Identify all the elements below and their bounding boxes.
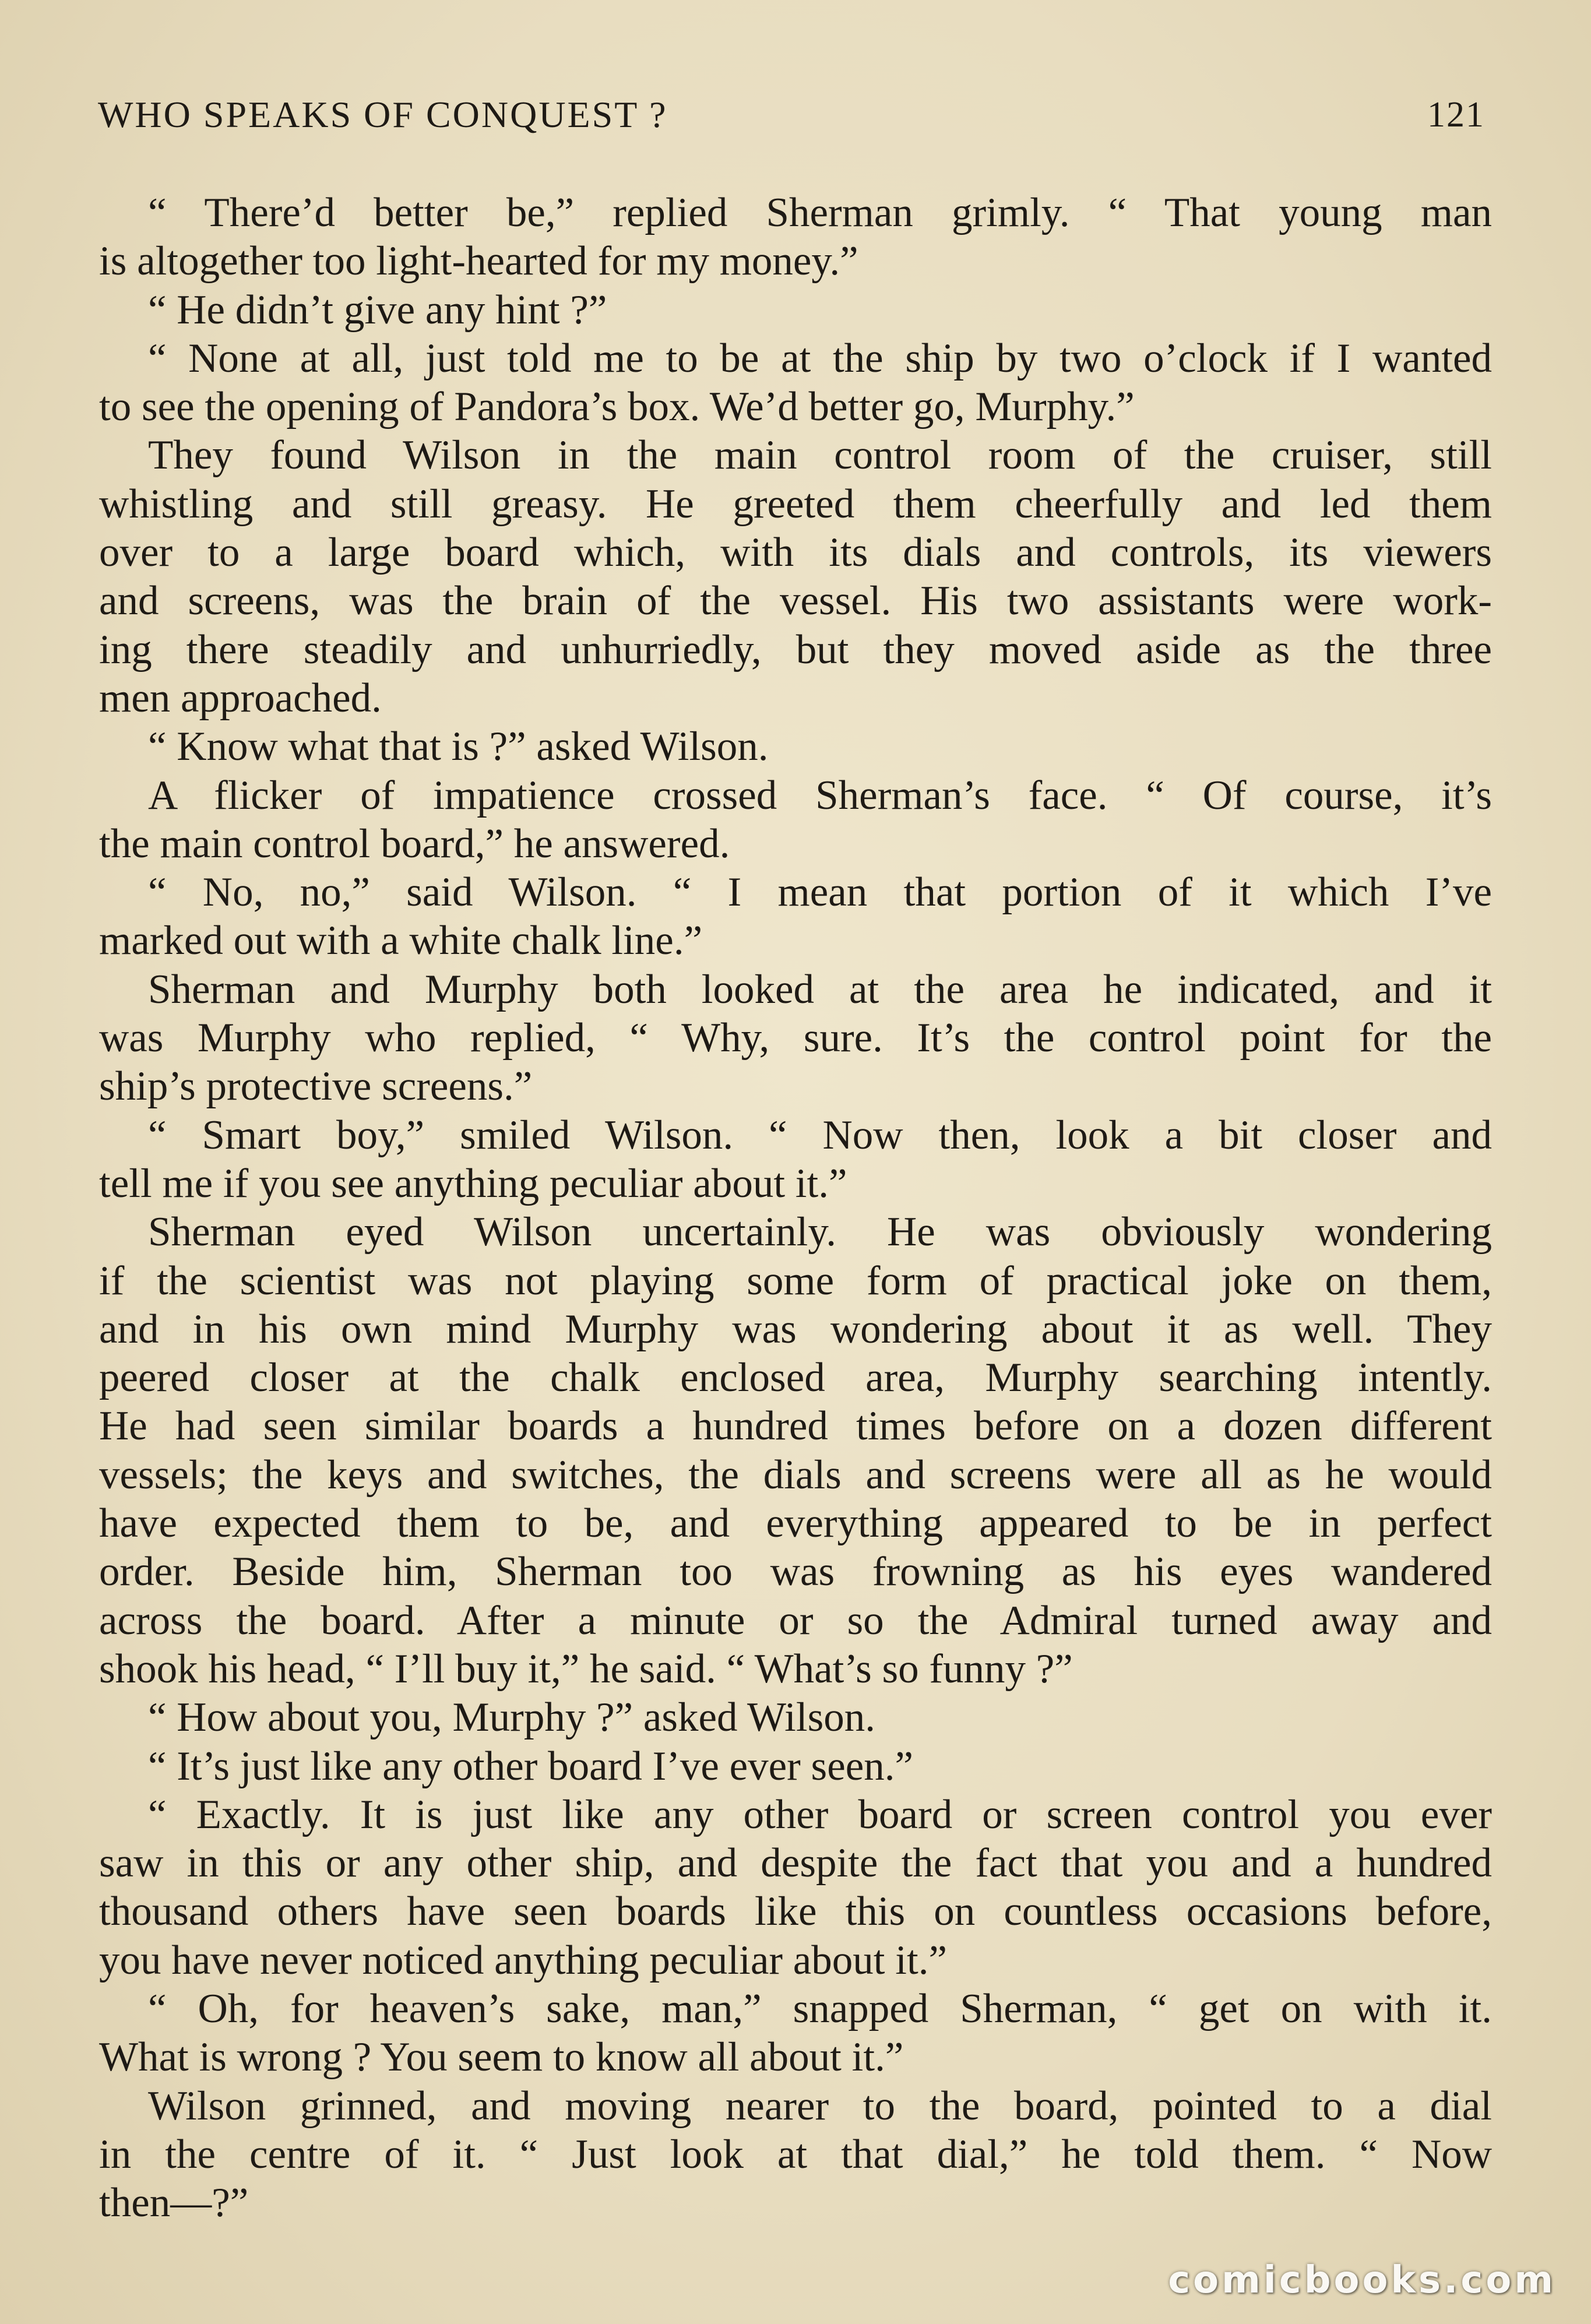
text-line: was Murphy who replied, “ Why, sure. It’s the control point for the (99, 1015, 1492, 1061)
text-line: They found Wilson in the main control room of the cruiser, still (148, 432, 1492, 478)
text-line: across the board. After a minute or so the Admiral turned away and (99, 1597, 1492, 1643)
text-line: order. Beside him, Sherman too was frowning as his eyes wandered (99, 1549, 1492, 1595)
text-line: have expected them to be, and everything appeared to be in perfect (99, 1501, 1492, 1547)
text-line: “ He didn’t give any hint ?” (148, 287, 607, 333)
text-line: saw in this or any other ship, and despite the fact that you and a hundred (99, 1840, 1492, 1886)
text-line: “ It’s just like any other board I’ve ever seen.” (148, 1743, 913, 1789)
page-header (98, 89, 1493, 141)
watermark: comicbooks.com (1168, 2259, 1556, 2302)
text-line: “ None at all, just told me to be at the ship by two o’clock if I wanted (148, 335, 1492, 381)
text-line: you have never noticed anything peculiar about it.” (99, 1937, 947, 1983)
text-line: “ Oh, for heaven’s sake, man,” snapped Sherman, “ get on with it. (148, 1985, 1492, 2031)
text-line: “ Smart boy,” smiled Wilson. “ Now then, look a bit closer and (148, 1112, 1492, 1158)
text-line: Sherman eyed Wilson uncertainly. He was obviously wondering (148, 1209, 1492, 1255)
text-line: ing there steadily and unhurriedly, but they moved aside as the three (99, 626, 1492, 672)
text-line: thousand others have seen boards like this on countless occasions before, (99, 1889, 1492, 1935)
text-line: the main control board,” he answered. (99, 821, 730, 867)
text-line: and screens, was the brain of the vessel. His two assistants were work- (99, 578, 1492, 624)
text-line: whistling and still greasy. He greeted them cheerfully and led them (99, 481, 1492, 527)
text-line: if the scientist was not playing some form of practical joke on them, (99, 1258, 1492, 1304)
text-line: “ No, no,” said Wilson. “ I mean that portion of it which I’ve (148, 869, 1492, 915)
text-line: over to a large board which, with its dials and controls, its viewers (99, 530, 1492, 576)
text-line: “ Know what that is ?” asked Wilson. (148, 724, 769, 770)
text-line: ship’s protective screens.” (99, 1064, 533, 1110)
running-title: WHO SPEAKS OF CONQUEST ? (98, 94, 668, 135)
text-line: in the centre of it. “ Just look at that dial,” he told them. “ Now (99, 2131, 1492, 2177)
text-line: He had seen similar boards a hundred times before on a dozen different (99, 1403, 1492, 1449)
text-line: vessels; the keys and switches, the dials and screens were all as he would (99, 1452, 1492, 1498)
text-line: and in his own mind Murphy was wondering about it as well. They (99, 1306, 1492, 1352)
text-line: peered closer at the chalk enclosed area, Murphy searching intently. (99, 1355, 1492, 1401)
text-line: Wilson grinned, and moving nearer to the board, pointed to a dial (148, 2083, 1492, 2129)
text-line: men approached. (99, 675, 382, 721)
text-line: Sherman and Murphy both looked at the area he indicated, and it (148, 966, 1492, 1012)
text-line: “ How about you, Murphy ?” asked Wilson. (148, 1695, 875, 1741)
text-line: A flicker of impatience crossed Sherman’s face. “ Of course, it’s (148, 772, 1492, 818)
text-line: to see the opening of Pandora’s box. We’d better go, Murphy.” (99, 384, 1135, 430)
text-line: is altogether too light-hearted for my money.” (99, 238, 858, 284)
text-line: What is wrong ? You seem to know all about it.” (99, 2034, 904, 2080)
page-number: 121 (1427, 95, 1485, 135)
text-line: “ There’d better be,” replied Sherman grimly. “ That young man (148, 190, 1492, 235)
text-line: shook his head, “ I’ll buy it,” he said. “ What’s so funny ?” (99, 1646, 1073, 1692)
text-line: then—?” (99, 2180, 249, 2226)
text-line: marked out with a white chalk line.” (99, 918, 703, 964)
body-text (99, 189, 1492, 2227)
text-line: “ Exactly. It is just like any other board or screen control you ever (148, 1791, 1492, 1837)
text-line: tell me if you see anything peculiar about it.” (99, 1160, 847, 1206)
